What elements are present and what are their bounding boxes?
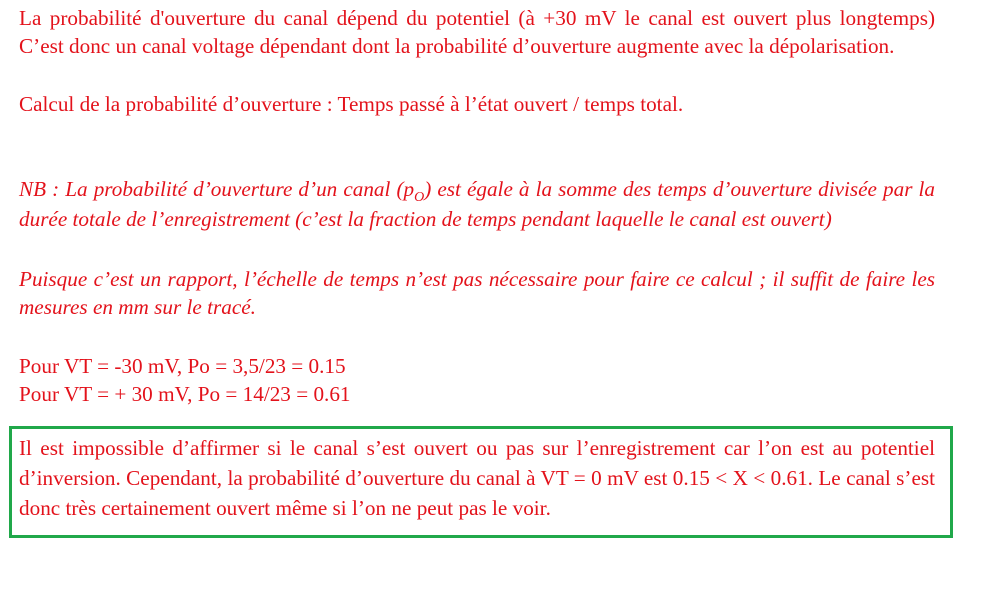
calc-definition-paragraph: Calcul de la probabilité d’ouverture : Temps passé à l’état ouvert / temps total. <box>19 92 684 116</box>
nb-ratio-paragraph: Puisque c’est un rapport, l’échelle de temps n’est pas nécessaire pour faire ce calcul ; il suffit de faire les mesures en mm sur le tracé. <box>19 267 935 320</box>
result-line-minus-30: Pour VT = -30 mV, Po = 3,5/23 = 0.15 <box>19 354 346 378</box>
intro-paragraph: La probabilité d'ouverture du canal dépend du potentiel (à +30 mV le canal est ouvert plus longtemps) C’est donc un canal voltage dépendant dont la probabilité d’ouverture augmente avec la dépolarisation. <box>19 6 935 59</box>
nb-note-paragraph <box>19 175 935 235</box>
nb-note-subscript: O <box>414 190 425 205</box>
nb-note-start: NB : La probabilité d’ouverture d’un canal (p <box>19 177 415 201</box>
conclusion-text: Il est impossible d’affirmer si le canal s’est ouvert ou pas sur l’enregistrement car l’on est au potentiel d’inversion. Cependant, la probabilité d’ouverture du canal à VT = 0 mV est 0.15 < X < 0.61. Le canal s’est donc très certainement ouvert même si l’on ne peut pas le voir. <box>19 436 935 520</box>
result-line-plus-30: Pour VT = + 30 mV, Po = 14/23 = 0.61 <box>19 382 351 406</box>
nb-note-end: ) est égale à la somme des temps d’ouverture divisée par la durée totale de l’enregistrement (c’est la fraction de temps pendant laquelle le canal est ouvert) <box>19 177 935 231</box>
